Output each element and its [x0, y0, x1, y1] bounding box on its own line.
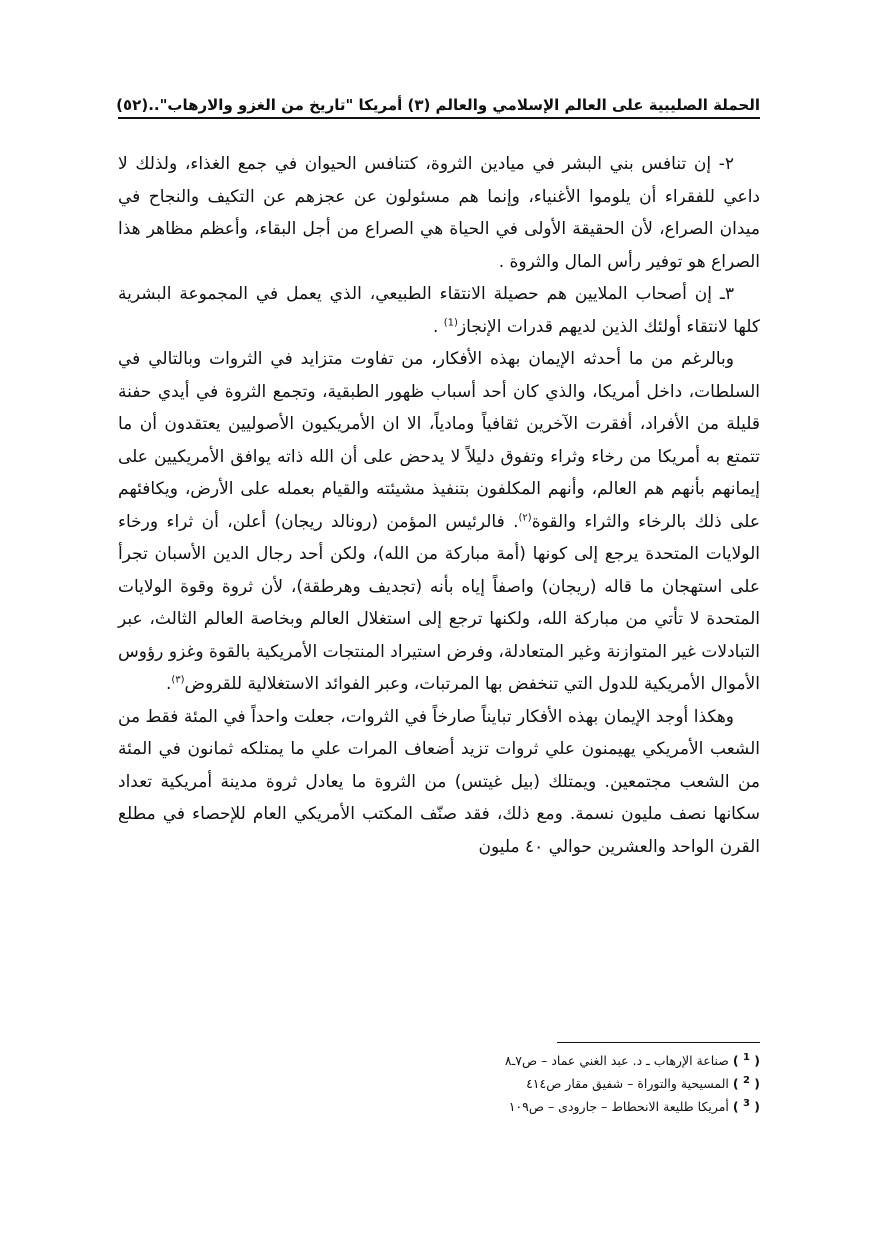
footnote-number: ( $^2$ ): [732, 1074, 760, 1091]
paragraph-2-end: .: [432, 316, 444, 337]
footnote-text: صناعة الإرهاب ـ د. عبد الغني عماد – ص٧ـ٨: [504, 1053, 729, 1068]
paragraph-3-text-b: . فالرئيس المؤمن (رونالد ريجان) أعلن، أن ثراء ورخاء الولايات المتحدة يرجع إلى كونها (أمة مباركة من الله)، ولكن أحد رجال الدين الأسبان تجرأ على استهجان ما قاله (ريجان) واصفاً إياه بأنه (تجديف وهرطقة)، لأن ثروة وقوة الولايات المتحدة لا تأتي من مباركة الله، ولكنها ترجع إلى استغلال العالم وبخاصة العالم الثالث، عبر التبادلات غير المتوازنة وغير المتعادلة، وفرض استيراد المنتجات الأمريكية بالقوة وغزو رؤوس الأموال الأمريكية للدول التي تنخفض بها المرتبات، وعبر الفوائد الاستغلالية للقروض: [118, 511, 760, 694]
running-header: [118, 88, 760, 119]
footnotes: [118, 1049, 760, 1118]
footnote-number: ( $^3$ ): [732, 1097, 760, 1114]
footnote-ref-3: (٣): [171, 674, 185, 686]
footnote-text: المسيحية والتوراة – شفيق مقار ص٤١٤: [526, 1076, 729, 1091]
paragraph-3: [118, 343, 760, 701]
paragraph-2-text: ٣ـ إن أصحاب الملايين هم حصيلة الانتقاء الطبيعي، الذي يعمل في المجموعة البشرية كلها لانتقاء أولئك الذين لديهم قدرات الإنجاز: [118, 284, 760, 337]
page-number: (٥٢): [116, 96, 149, 114]
footnote-ref-1: (1): [443, 316, 458, 328]
footnote-ref-2: (٢): [518, 511, 532, 523]
footnote-number: ( $^1$ ): [732, 1051, 760, 1068]
footnote-text: أمريكا طليعة الانحطاط – جارودى – ص١٠٩: [508, 1099, 729, 1114]
body-text: [118, 148, 760, 863]
footnote-item: [118, 1049, 760, 1072]
paragraph-3-end: .: [165, 674, 172, 694]
paragraph-4: وهكذا أوجد الإيمان بهذه الأفكار تبايناً صارخاً في الثروات، جعلت واحداً في المئة فقط من الشعب الأمريكي يهيمنون علي ثروات تزيد أضعاف المرات علي ما يمتلكه ثمانون في المئة من الشعب مجتمعين. ويمتلك (بيل غيتس) من الثروة ما يعادل ثروة مدينة أمريكية تعداد سكانها نصف مليون نسمة. ومع ذلك، فقد صنّف المكتب الأمريكي العام للإحصاء في مطلع القرن الواحد والعشرين حوالي ٤٠ مليون: [118, 706, 760, 857]
footnote-item: [118, 1095, 760, 1118]
paragraph-2: [118, 278, 760, 343]
paragraph-3-text-a: وبالرغم من ما أحدثه الإيمان بهذه الأفكار، من تفاوت متزايد في الثروات وبالتالي في السلطات، داخل أمريكا، والذي كان أحد أسباب ظهور الطبقية، وتجمع الثروة في أيدي حفنة قليلة من الأفراد، أفقرت الآخرين ثقافياً ومادياً، الا ان الأمريكيون الأصوليين يعتقدون أن ما تتمتع به أمريكا من رخاء وثراء وتفوق دليلاً لا يدحض على أن الله ذاته يوافق الأمريكيين على إيمانهم بأنهم هم العالم، وأنهم المكلفون بتنفيذ مشيئته والقيام بعمله على الأرض، ويكافئهم على ذلك بالرخاء والثراء والقوة: [118, 349, 760, 532]
footnote-item: [118, 1072, 760, 1095]
footnote-divider: [557, 1042, 760, 1043]
header-title: الحملة الصليبية على العالم الإسلامي والعالم (٣) أمريكا "تاريخ من الغزو والارهاب"..: [148, 96, 760, 114]
paragraph-1: ٢- إن تنافس بني البشر في ميادين الثروة، كتنافس الحيوان في جمع الغذاء، ولذلك لا داعي للفقراء أن يلوموا الأغنياء، وإنما هم مسئولون عن عجزهم عن التكيف والنجاح في ميدان الصراع، لأن الحقيقة الأولى في الحياة هي الصراع من أجل البقاء، وأعظم مظاهر هذا الصراع هو توفير رأس المال والثروة .: [118, 154, 760, 272]
